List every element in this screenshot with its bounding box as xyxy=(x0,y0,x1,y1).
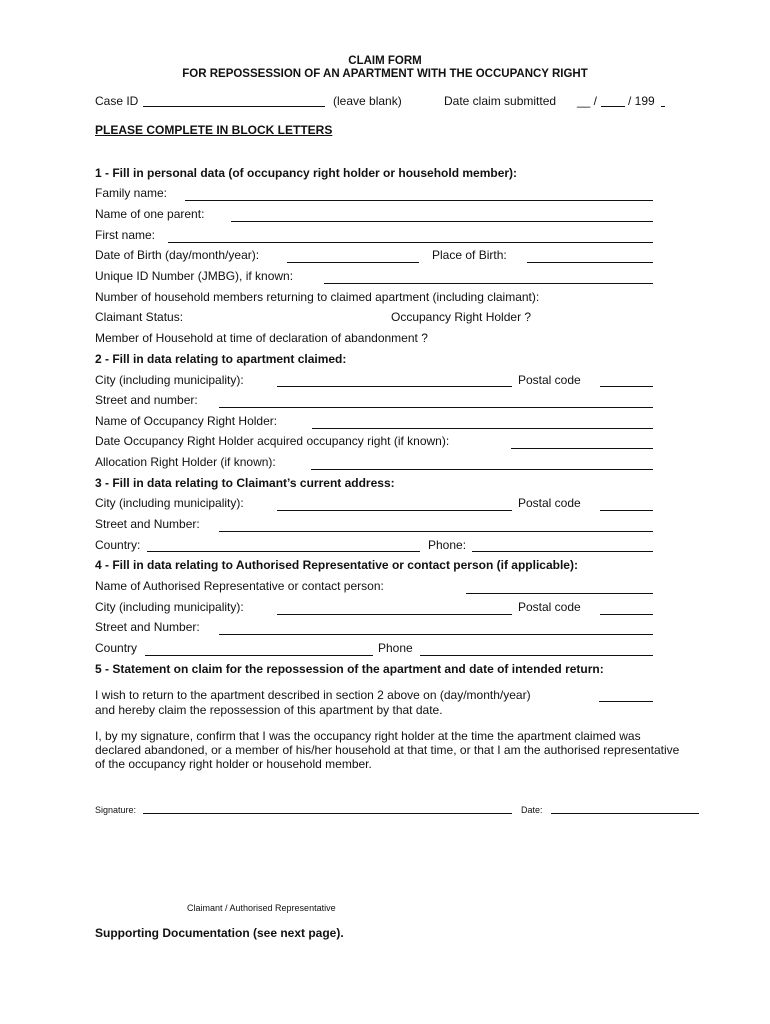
block-letters-instruction: PLEASE COMPLETE IN BLOCK LETTERS xyxy=(95,123,333,137)
signature-date-label: Date: xyxy=(521,805,543,815)
form-subtitle: FOR REPOSSESSION OF AN APARTMENT WITH THE OCCUPANCY RIGHT xyxy=(182,68,588,80)
apt-postal-label: Postal code xyxy=(518,373,581,387)
rep-postal-label: Postal code xyxy=(518,600,581,614)
confirmation-statement: I, by my signature, confirm that I was the occupancy right holder at the time the apartment claimed was declared abandoned, or a member of his/her household at that time, or that I am the authorised representative of the occupancy right holder or household member. xyxy=(95,729,680,771)
dob-label: Date of Birth (day/month/year): xyxy=(95,248,260,262)
holder-name-field[interactable] xyxy=(312,428,653,429)
rep-street-label: Street and Number: xyxy=(95,620,200,634)
rep-city-field[interactable] xyxy=(277,614,512,615)
occupancy-holder-option[interactable]: Occupancy Right Holder ? xyxy=(391,310,532,324)
household-members-label: Number of household members returning to claimed apartment (including claimant): xyxy=(95,290,540,304)
return-statement-line2: and hereby claim the repossession of this apartment by that date. xyxy=(95,703,443,717)
claimant-postal-label: Postal code xyxy=(518,496,581,510)
apt-postal-field[interactable] xyxy=(600,386,653,387)
rep-city-label: City (including municipality): xyxy=(95,600,244,614)
rep-street-field[interactable] xyxy=(219,634,653,635)
family-name-field[interactable] xyxy=(185,200,653,201)
member-household-option[interactable]: Member of Household at time of declaration of abandonment ? xyxy=(95,331,428,345)
form-title: CLAIM FORM xyxy=(348,55,422,67)
allocation-label: Allocation Right Holder (if known): xyxy=(95,455,276,469)
return-date-field[interactable] xyxy=(599,701,653,702)
claimant-phone-field[interactable] xyxy=(472,551,653,552)
date-submitted-year-field[interactable] xyxy=(661,106,665,107)
section5-heading: 5 - Statement on claim for the repossession of the apartment and date of intended return: xyxy=(95,662,604,676)
claimant-rep-caption: Claimant / Authorised Representative xyxy=(187,903,336,913)
rep-name-label: Name of Authorised Representative or contact person: xyxy=(95,579,384,593)
leave-blank-note: (leave blank) xyxy=(333,94,402,108)
claimant-postal-field[interactable] xyxy=(600,510,653,511)
signature-date-field[interactable] xyxy=(551,813,699,814)
rep-phone-field[interactable] xyxy=(420,655,653,656)
apt-city-field[interactable] xyxy=(277,386,512,387)
jmbg-field[interactable] xyxy=(324,283,653,284)
claimant-country-label: Country: xyxy=(95,538,141,552)
section4-heading: 4 - Fill in data relating to Authorised Representative or contact person (if applicable): xyxy=(95,558,578,572)
jmbg-label: Unique ID Number (JMBG), if known: xyxy=(95,269,294,283)
date-submitted-label: Date claim submitted xyxy=(444,94,557,108)
date-submitted-day[interactable]: __ / xyxy=(577,94,598,108)
pob-field[interactable] xyxy=(527,262,653,263)
rep-name-field[interactable] xyxy=(466,593,653,594)
claimant-city-label: City (including municipality): xyxy=(95,496,244,510)
dob-field[interactable] xyxy=(287,262,419,263)
return-statement-line1: I wish to return to the apartment described in section 2 above on (day/month/year) xyxy=(95,688,531,702)
family-name-label: Family name: xyxy=(95,186,168,200)
section3-heading: 3 - Fill in data relating to Claimant’s current address: xyxy=(95,476,395,490)
allocation-field[interactable] xyxy=(311,469,653,470)
apt-city-label: City (including municipality): xyxy=(95,373,244,387)
claimant-phone-label: Phone: xyxy=(428,538,467,552)
date-submitted-month[interactable] xyxy=(601,106,625,107)
claimant-status-label: Claimant Status: xyxy=(95,310,184,324)
section2-heading: 2 - Fill in data relating to apartment claimed: xyxy=(95,352,347,366)
parent-name-label: Name of one parent: xyxy=(95,207,205,221)
signature-field[interactable] xyxy=(143,813,512,814)
rep-phone-label: Phone xyxy=(378,641,413,655)
apt-street-field[interactable] xyxy=(219,407,653,408)
parent-name-field[interactable] xyxy=(231,221,653,222)
pob-label: Place of Birth: xyxy=(432,248,507,262)
supporting-docs-note: Supporting Documentation (see next page). xyxy=(95,926,344,940)
signature-label: Signature: xyxy=(95,805,137,815)
date-submitted-year[interactable]: / 199 xyxy=(628,94,655,108)
claimant-country-field[interactable] xyxy=(147,551,420,552)
date-acquired-field[interactable] xyxy=(511,448,653,449)
first-name-field[interactable] xyxy=(168,242,653,243)
case-id-label: Case ID xyxy=(95,94,139,108)
apt-street-label: Street and number: xyxy=(95,393,198,407)
holder-name-label: Name of Occupancy Right Holder: xyxy=(95,414,278,428)
rep-country-field[interactable] xyxy=(145,655,373,656)
rep-country-label: Country xyxy=(95,641,138,655)
claimant-city-field[interactable] xyxy=(277,510,512,511)
date-acquired-label: Date Occupancy Right Holder acquired occupancy right (if known): xyxy=(95,434,450,448)
section1-heading: 1 - Fill in personal data (of occupancy right holder or household member): xyxy=(95,166,518,180)
claimant-street-field[interactable] xyxy=(219,531,653,532)
claimant-street-label: Street and Number: xyxy=(95,517,200,531)
first-name-label: First name: xyxy=(95,228,156,242)
case-id-field[interactable] xyxy=(143,106,325,107)
rep-postal-field[interactable] xyxy=(600,614,653,615)
